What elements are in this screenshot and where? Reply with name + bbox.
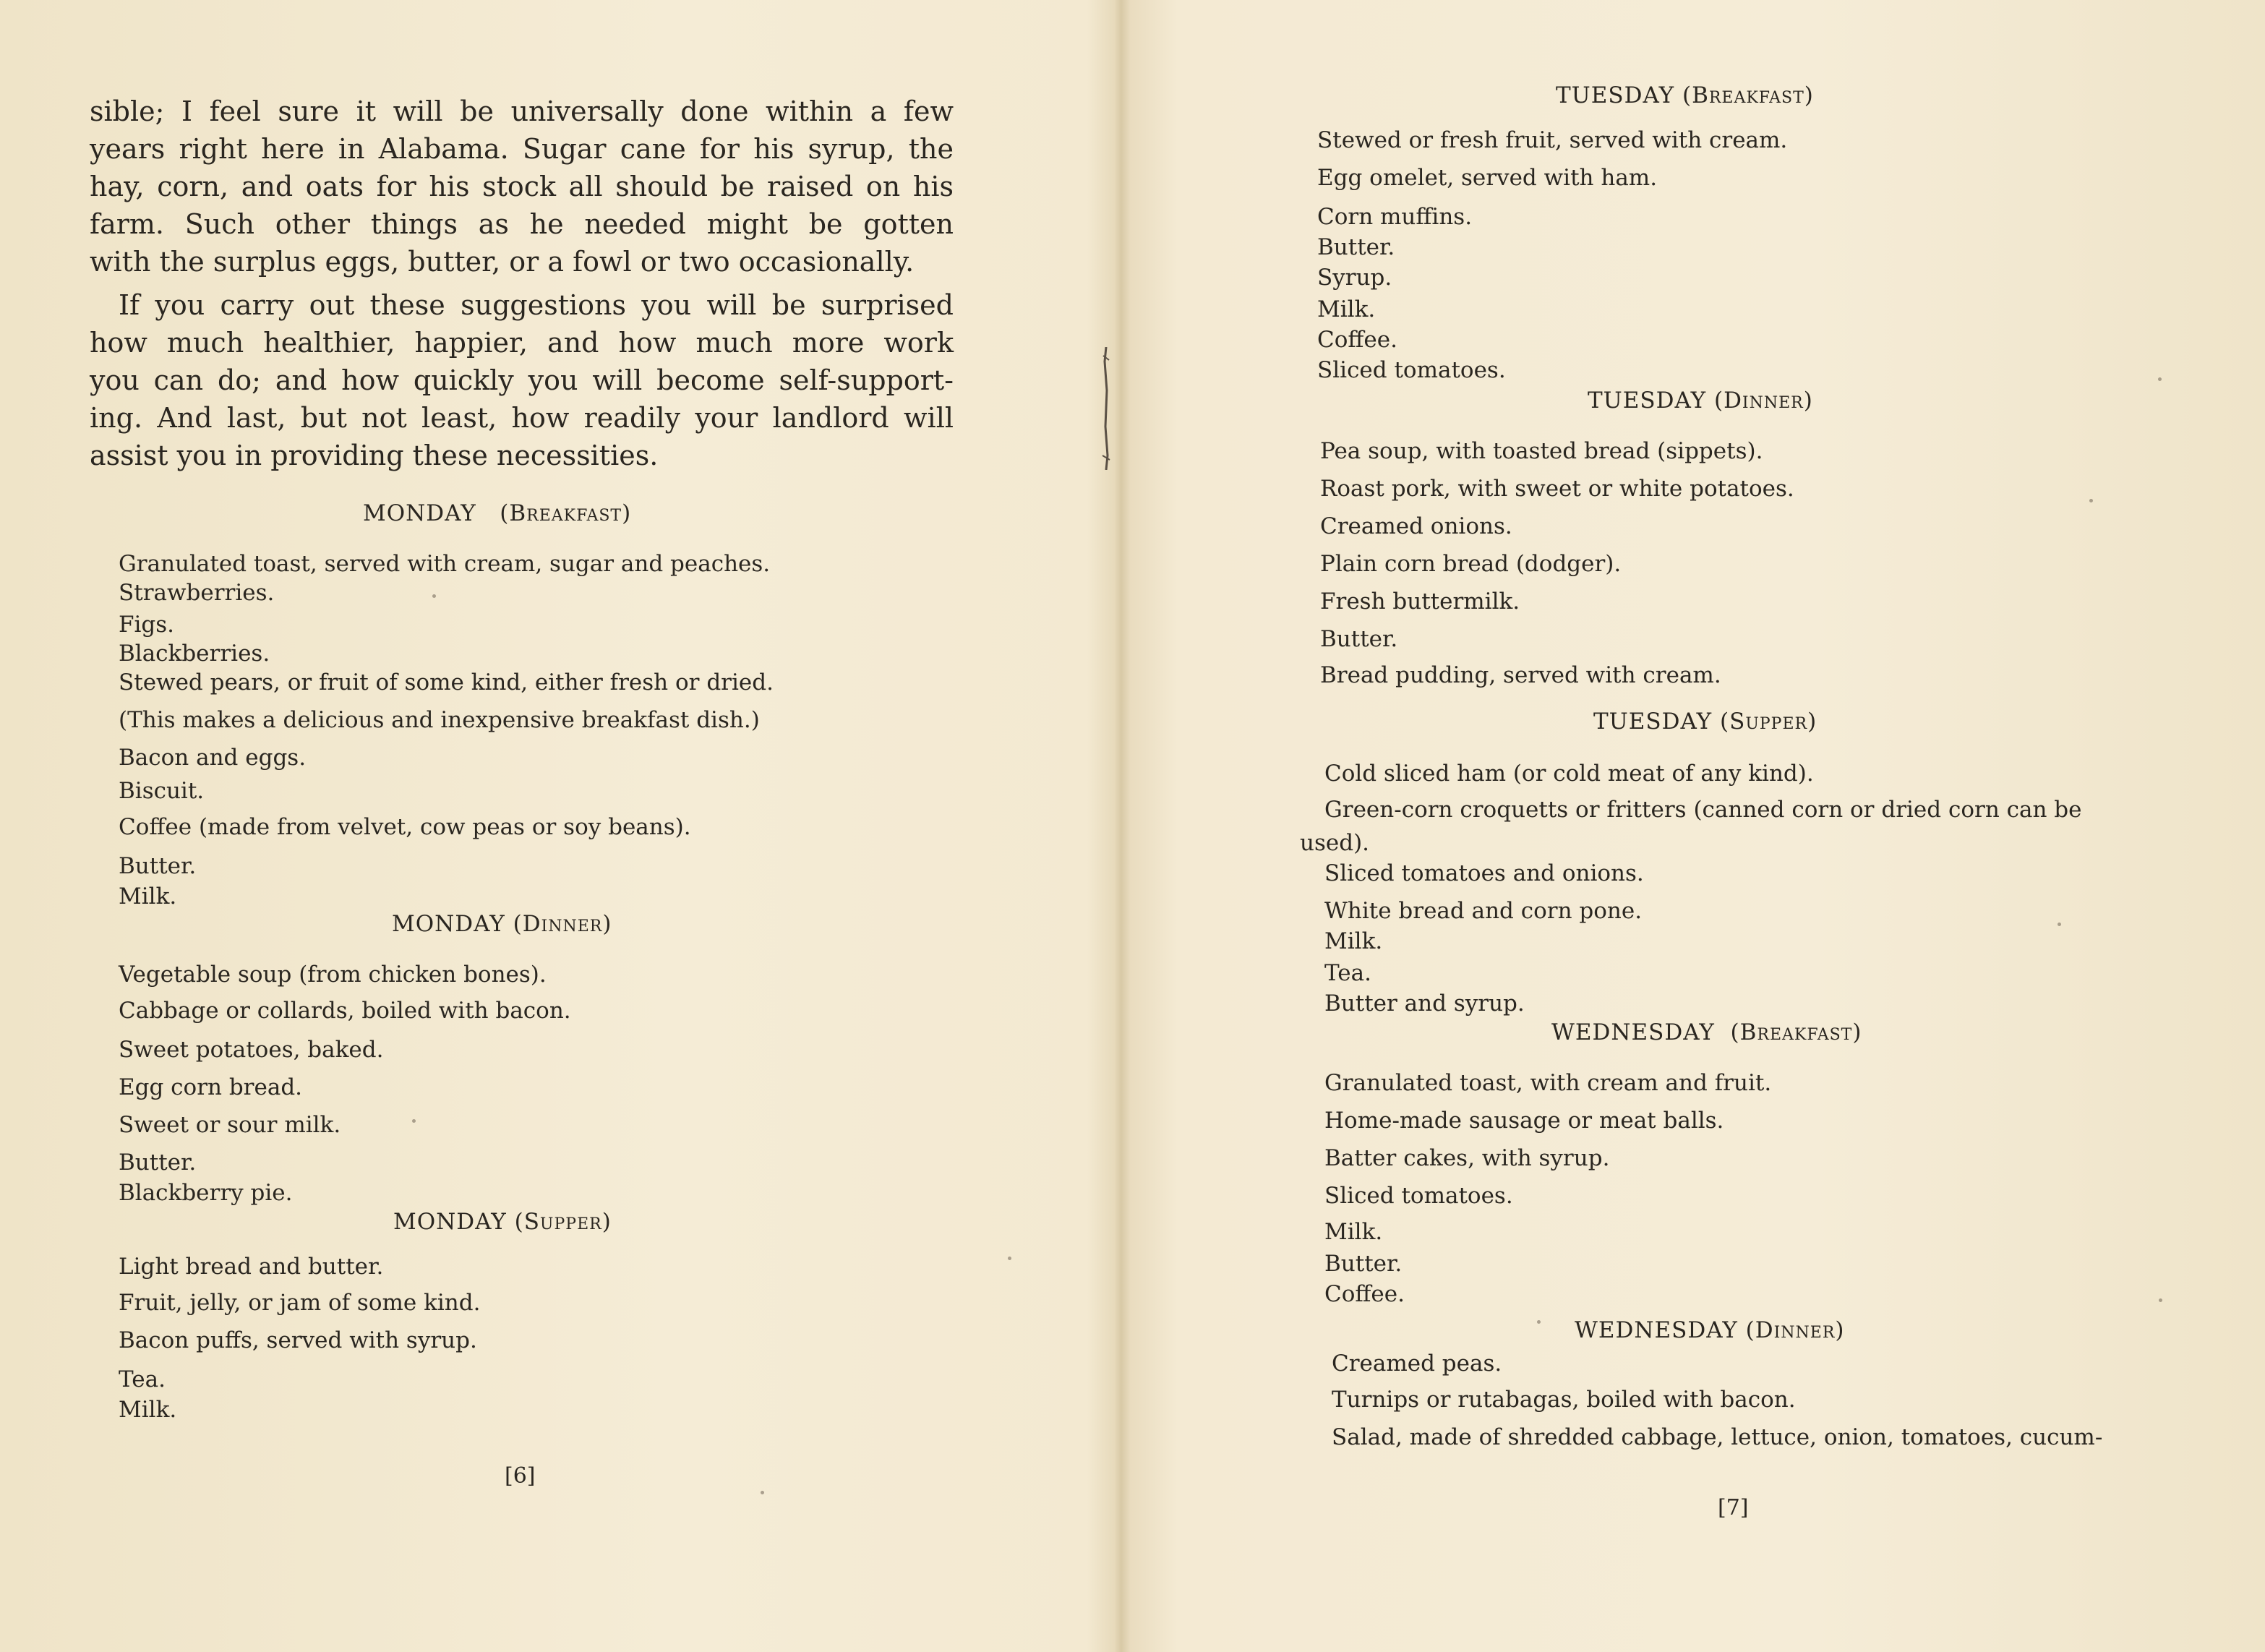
text-line: how much healthier, happier, and how much more work: [90, 327, 954, 359]
menu-item: Bacon puffs, served with syrup.: [119, 1327, 477, 1353]
paper-speck: [412, 1119, 416, 1123]
left-page: [0, 0, 1106, 1652]
menu-item: Coffee (made from velvet, cow peas or soy beans).: [119, 814, 691, 840]
menu-item: Milk.: [1324, 928, 1383, 954]
menu-item: Bacon and eggs.: [119, 745, 307, 771]
menu-item: Tea.: [119, 1366, 166, 1392]
menu-item: Egg omelet, served with ham.: [1317, 165, 1658, 191]
menu-item: Butter.: [119, 853, 197, 879]
menu-item: Biscuit.: [119, 778, 205, 804]
menu-item: Strawberries.: [119, 580, 275, 606]
menu-item: used).: [1300, 830, 1370, 856]
heading-meal: (Supper): [1719, 709, 1817, 735]
menu-item: Green-corn croquetts or fritters (canned corn or dried corn can be: [1324, 797, 2082, 823]
menu-item: Egg corn bread.: [119, 1074, 303, 1100]
menu-item: Salad, made of shredded cabbage, lettuce, onion, tomatoes, cucum-: [1332, 1424, 2103, 1450]
text-line: hay, corn, and oats for his stock all should be raised on his: [90, 171, 954, 202]
paper-speck: [1537, 1320, 1541, 1324]
menu-item: Sliced tomatoes.: [1324, 1183, 1513, 1209]
menu-item: Sliced tomatoes and onions.: [1324, 860, 1644, 886]
menu-item: Sliced tomatoes.: [1317, 357, 1506, 383]
binding-thread-icon: [1101, 347, 1111, 470]
text-line: ing. And last, but not least, how readily your landlord will: [90, 402, 954, 434]
menu-item: Milk.: [1324, 1219, 1383, 1245]
menu-item: Granulated toast, with cream and fruit.: [1324, 1070, 1772, 1096]
paper-speck: [1008, 1257, 1011, 1260]
menu-item: (This makes a delicious and inexpensive breakfast dish.): [119, 707, 760, 733]
heading-day: MONDAY: [392, 911, 505, 937]
heading-meal: (Supper): [514, 1209, 612, 1235]
menu-heading-tuesday-supper: [1593, 709, 1817, 735]
menu-item: White bread and corn pone.: [1324, 898, 1643, 924]
intro-paragraph-2: [90, 286, 954, 474]
menu-item: Butter and syrup.: [1324, 990, 1525, 1017]
intro-paragraph-1: [90, 93, 954, 281]
menu-item: Stewed pears, or fruit of some kind, either fresh or dried.: [119, 669, 774, 696]
right-page: [1113, 0, 2265, 1652]
menu-item: Light bread and butter.: [119, 1254, 384, 1280]
heading-meal: (Dinner): [513, 911, 612, 937]
heading-meal: (Breakfast): [1682, 82, 1814, 108]
menu-item: Creamed onions.: [1320, 513, 1512, 539]
paper-speck: [761, 1491, 764, 1494]
heading-meal: (Dinner): [1745, 1317, 1845, 1343]
text-line: you can do; and how quickly you will become self-support-: [90, 364, 954, 396]
heading-meal: (Breakfast): [500, 500, 632, 526]
menu-item: Milk.: [1317, 296, 1376, 322]
menu-item: Blackberries.: [119, 641, 270, 667]
menu-item: Plain corn bread (dodger).: [1320, 551, 1622, 577]
menu-item: Creamed peas.: [1332, 1351, 1502, 1377]
menu-item: Butter.: [1320, 626, 1398, 652]
heading-day: TUESDAY: [1556, 82, 1675, 108]
menu-heading-monday-dinner: [392, 911, 612, 937]
text-line: years right here in Alabama. Sugar cane for his syrup, the: [90, 133, 954, 165]
menu-heading-wednesday-breakfast: [1551, 1019, 1862, 1045]
text-line: sible; I feel sure it will be universally done within a few: [90, 95, 954, 127]
menu-item: Butter.: [1317, 234, 1395, 260]
heading-day: MONDAY: [363, 500, 476, 526]
paper-speck: [2089, 499, 2093, 502]
menu-item: Syrup.: [1317, 265, 1392, 291]
menu-item: Cold sliced ham (or cold meat of any kind).: [1324, 761, 1814, 787]
menu-item: Blackberry pie.: [119, 1180, 293, 1206]
menu-item: Butter.: [119, 1150, 197, 1176]
menu-item: Vegetable soup (from chicken bones).: [119, 962, 547, 988]
menu-item: Coffee.: [1317, 327, 1397, 353]
menu-item: Fresh buttermilk.: [1320, 589, 1520, 615]
page-number: [7]: [1718, 1495, 1749, 1520]
menu-item: Butter.: [1324, 1251, 1403, 1277]
menu-item: Bread pudding, served with cream.: [1320, 662, 1721, 688]
menu-heading-monday-breakfast: [363, 500, 631, 526]
menu-item: Home-made sausage or meat balls.: [1324, 1108, 1724, 1134]
menu-heading-tuesday-breakfast: [1556, 82, 1814, 108]
text-line: farm. Such other things as he needed might be gotten: [90, 208, 954, 240]
heading-meal: (Dinner): [1713, 388, 1813, 414]
menu-item: Sweet or sour milk.: [119, 1112, 341, 1138]
heading-day: WEDNESDAY: [1575, 1317, 1738, 1343]
menu-item: Sweet potatoes, baked.: [119, 1037, 384, 1063]
menu-item: Tea.: [1324, 960, 1371, 986]
menu-heading-wednesday-dinner: [1575, 1317, 1845, 1343]
menu-item: Figs.: [119, 612, 175, 638]
paper-speck: [2159, 1298, 2162, 1302]
menu-item: Milk.: [119, 883, 177, 910]
menu-item: Granulated toast, served with cream, sugar and peaches.: [119, 551, 771, 577]
menu-item: Pea soup, with toasted bread (sippets).: [1320, 438, 1763, 464]
menu-item: Batter cakes, with syrup.: [1324, 1145, 1610, 1171]
heading-meal: (Breakfast): [1730, 1019, 1862, 1045]
menu-heading-monday-supper: [393, 1209, 612, 1235]
menu-item: Fruit, jelly, or jam of some kind.: [119, 1290, 481, 1316]
heading-day: MONDAY: [393, 1209, 507, 1235]
heading-day: TUESDAY: [1593, 709, 1713, 735]
menu-item: Cabbage or collards, boiled with bacon.: [119, 998, 571, 1024]
menu-item: Corn muffins.: [1317, 204, 1473, 230]
paper-speck: [2158, 377, 2162, 381]
menu-item: Turnips or rutabagas, boiled with bacon.: [1332, 1387, 1796, 1413]
paper-speck: [2058, 923, 2061, 926]
menu-heading-tuesday-dinner: [1588, 388, 1813, 414]
menu-item: Coffee.: [1324, 1281, 1405, 1307]
text-line: with the surplus eggs, butter, or a fowl or two occasionally.: [90, 246, 915, 278]
text-line: assist you in providing these necessities.: [90, 440, 659, 471]
menu-item: Roast pork, with sweet or white potatoes.: [1320, 476, 1794, 502]
text-line: If you carry out these suggestions you will be surprised: [119, 289, 954, 321]
menu-item: Milk.: [119, 1397, 177, 1423]
heading-day: TUESDAY: [1588, 388, 1707, 414]
paper-speck: [432, 594, 436, 598]
page-number: [6]: [505, 1463, 536, 1489]
menu-item: Stewed or fresh fruit, served with cream.: [1317, 127, 1788, 153]
heading-day: WEDNESDAY: [1551, 1019, 1715, 1045]
